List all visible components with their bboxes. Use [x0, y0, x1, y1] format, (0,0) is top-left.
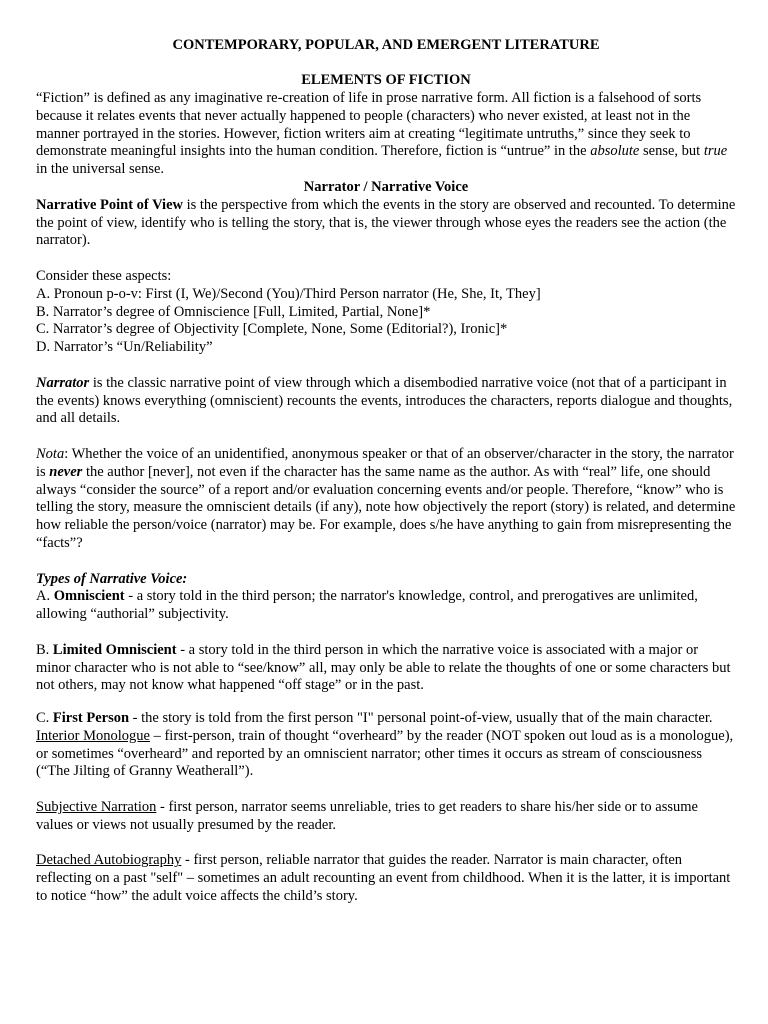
pov-text: is the perspective from which the events in the story are observed and recounted. To determine the point of view, identify who is telling the story, that is, the viewer through whose eyes the readers see the action (the narrator). — [36, 196, 736, 249]
narrator-text: is the classic narrative point of view through which a disembodied narrative voice (not that of a participant in the events) knows everything (omniscient) recounts the events, introduces the characters, reports dialogue and thoughts, and all details. — [36, 374, 733, 427]
subjective-term: Subjective Narration — [36, 799, 157, 816]
narrator-definition — [36, 375, 736, 428]
detached-text: - first person, reliable narrator that guides the reader. Narrator is main character, often reflecting on a past "self" – sometimes an adult recounting an event from childhood. When it is the latter, it is important to notice “how” the adult voice affects the child’s story. — [36, 852, 731, 905]
type-b-text: - a story told in the third person in which the narrative voice is associated with a major or minor character who is not able to “see/know” all, may only be able to relate the thoughts of one or some characters but not others, may not know what happened “off stage” or in the past. — [36, 641, 731, 694]
narrator-term: Narrator — [36, 374, 90, 391]
aspect-item-b: B. Narrator’s degree of Omniscience [Full, Limited, Partial, None]* — [36, 303, 431, 320]
document-body — [36, 90, 736, 906]
type-c-term: First Person — [52, 710, 130, 727]
type-c-text: - the story is told from the first person "I" personal point-of-view, usually that of the main character. — [129, 710, 713, 727]
aspects-intro: Consider these aspects: — [36, 267, 172, 284]
type-a-term: Omniscient — [53, 588, 125, 605]
detached-autobiography — [36, 852, 736, 905]
nota-never: never — [49, 463, 83, 480]
nota-text-1: : Whether the voice of an unidentified, anonymous speaker or that of an observer/character in the story, the narrator is — [36, 445, 734, 480]
type-c-prefix: C. — [36, 710, 53, 727]
aspect-item-c: C. Narrator’s degree of Objectivity [Complete, None, Some (Editorial?), Ironic]* — [36, 321, 508, 338]
intro-text-2: sense, but — [639, 143, 704, 160]
narrator-heading: Narrator / Narrative Voice — [303, 178, 469, 195]
type-omniscient — [36, 588, 736, 624]
pov-term: Narrative Point of View — [36, 196, 183, 213]
intro-true: true — [703, 143, 728, 160]
intro-text-3: in the universal sense. — [36, 161, 165, 178]
detached-term: Detached Autobiography — [36, 852, 182, 869]
type-first-person — [36, 710, 736, 728]
intro-paragraph — [36, 90, 736, 179]
interior-term: Interior Monologue — [36, 727, 150, 744]
intro-absolute: absolute — [590, 143, 640, 160]
type-b-term: Limited Omniscient — [52, 641, 177, 658]
aspect-item-a: A. Pronoun p-o-v: First (I, We)/Second (You)/Third Person narrator (He, She, It, They] — [36, 285, 541, 302]
subjective-narration — [36, 799, 736, 835]
interior-text: – first-person, train of thought “overheard” by the reader (NOT spoken out loud as is a monologue), or sometimes “overheard” and reported by an omniscient narrator; other times it occurs as stream of consciousness (“The Jilting of Granny Weatherall”). — [36, 727, 734, 780]
nota-text-2: the author [never], not even if the character has the same name as the author. As with “real” life, one should always “consider the source” of a report and/or evaluation concerning events and/or people. Therefore, “know” who is telling the story, measure the omniscient details (if any), note how objectively the report (story) is related, and determine how reliable the person/voice (narrator) may be. For example, does s/he have anything to gain from misrepresenting the “facts”? — [36, 463, 736, 551]
aspect-item-d: D. Narrator’s “Un/Reliability” — [36, 339, 213, 356]
nota-label: Nota — [36, 445, 65, 462]
nota-paragraph — [36, 446, 736, 553]
section-title: ELEMENTS OF FICTION — [301, 72, 471, 88]
pov-paragraph — [36, 197, 736, 250]
interior-monologue — [36, 728, 736, 781]
types-heading: Types of Narrative Voice: — [36, 570, 188, 587]
subjective-text: - first person, narrator seems unreliable, tries to get readers to share his/her side or to assume values or views not usually presumed by the reader. — [36, 799, 698, 833]
type-a-text: - a story told in the third person; the narrator's knowledge, control, and prerogatives are unlimited, allowing “authorial” subjectivity. — [36, 588, 698, 623]
intro-text-1: “Fiction” is defined as any imaginative re-creation of life in prose narrative form. All fiction is a falsehood of sorts because it relates events that never actually happened to people (characters) who never existed, at least not in the manner portrayed in the stories. However, fiction writers aim at creating “legitimate untruths,” since they seek to demonstrate meaningful insights into the human condition. Therefore, fiction is “untrue” in the — [36, 90, 702, 160]
type-a-prefix: A. — [36, 588, 54, 605]
type-b-prefix: B. — [36, 641, 53, 658]
type-limited-omniscient — [36, 642, 736, 695]
course-title: CONTEMPORARY, POPULAR, AND EMERGENT LITERATURE — [172, 37, 600, 53]
